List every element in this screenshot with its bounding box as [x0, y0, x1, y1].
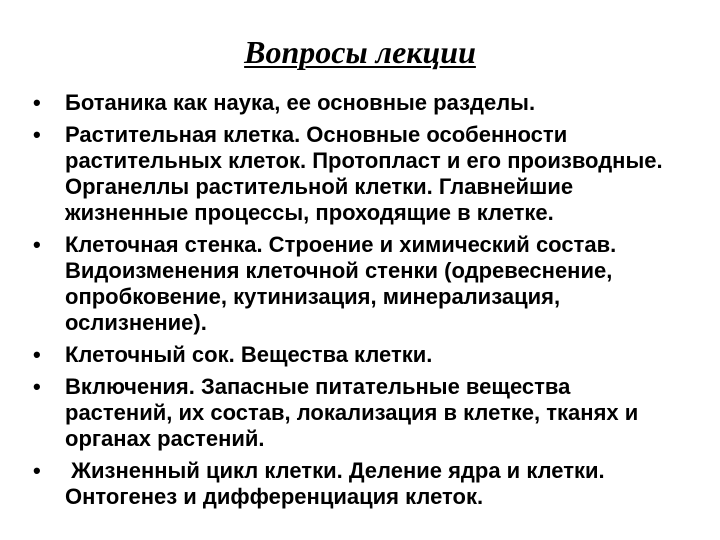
item-line: растений, их состав, локализация в клетке, тканях и: [65, 400, 639, 425]
list-item: [0, 342, 720, 368]
item-line: Онтогенез и дифференциация клеток.: [65, 484, 484, 509]
bullet-icon: •: [33, 374, 41, 399]
item-line: Видоизменения клеточной стенки (одревеснение,: [65, 258, 613, 283]
item-line: Органеллы растительной клетки. Главнейшие: [65, 174, 574, 199]
list-item: [0, 374, 720, 452]
item-line: Клеточная стенка. Строение и химический состав.: [65, 232, 617, 257]
slide-title: Вопросы лекции: [244, 34, 476, 70]
list-item: [0, 458, 720, 510]
item-line: Растительная клетка. Основные особенности: [65, 122, 568, 147]
item-line: Включения. Запасные питательные вещества: [65, 374, 571, 399]
item-line: органах растений.: [65, 426, 265, 451]
bullet-icon: •: [33, 232, 41, 257]
item-line: Жизненный цикл клетки. Деление ядра и клетки.: [65, 458, 605, 483]
bullet-icon: •: [33, 342, 41, 367]
bullet-icon: •: [33, 458, 41, 483]
item-line: Клеточный сок. Вещества клетки.: [65, 342, 433, 367]
item-line: растительных клеток. Протопласт и его производные.: [65, 148, 663, 173]
item-line: жизненные процессы, проходящие в клетке.: [65, 200, 554, 225]
list-item: [0, 232, 720, 336]
lecture-questions-list: [0, 90, 720, 510]
bullet-icon: •: [33, 122, 41, 147]
list-item: [0, 122, 720, 226]
bullet-icon: •: [33, 90, 41, 115]
item-line: Ботаника как наука, ее основные разделы.: [65, 90, 536, 115]
list-item: [0, 90, 720, 116]
item-line: опробковение, кутинизация, минерализация,: [65, 284, 561, 309]
item-line: ослизнение).: [65, 310, 207, 335]
